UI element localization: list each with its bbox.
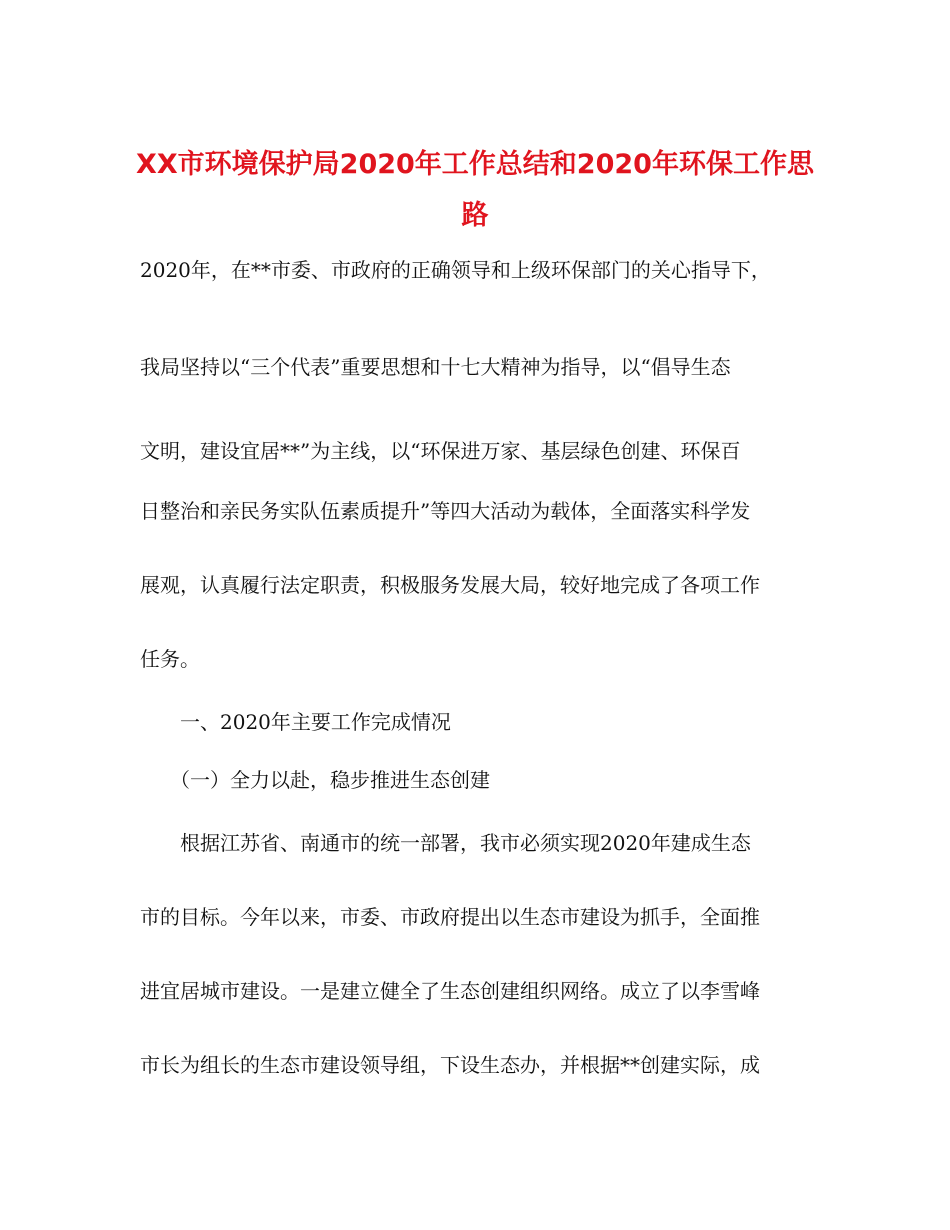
subsection-heading: （一）全力以赴，稳步推进生态创建: [170, 768, 490, 792]
intro-line-6: 任务。: [140, 647, 200, 671]
body-line-2: 市的目标。今年以来，市委、市政府提出以生态市建设为抓手，全面推: [140, 905, 760, 929]
body-line-1: 根据江苏省、南通市的统一部署，我市必须实现2020年建成生态: [180, 831, 751, 855]
document-title-line-1: XX市环境保护局2020年工作总结和2020年环保工作思: [136, 149, 814, 180]
intro-line-1: 2020年，在**市委、市政府的正确领导和上级环保部门的关心指导下，: [140, 258, 771, 282]
intro-line-5: 展观，认真履行法定职责，积极服务发展大局，较好地完成了各项工作: [140, 573, 760, 597]
intro-line-3: 文明，建设宜居**”为主线，以“环保进万家、基层绿色创建、环保百: [140, 439, 741, 463]
document-title-line-2: 路: [461, 200, 489, 231]
intro-line-4: 日整治和亲民务实队伍素质提升”等四大活动为载体，全面落实科学发: [140, 499, 751, 523]
section-heading: 一、2020年主要工作完成情况: [180, 710, 451, 734]
body-line-4: 市长为组长的生态市建设领导组，下设生态办，并根据**创建实际，成: [140, 1053, 760, 1077]
body-line-3: 进宜居城市建设。一是建立健全了生态创建组织网络。成立了以李雪峰: [140, 979, 760, 1003]
intro-line-2: 我局坚持以“三个代表”重要思想和十七大精神为指导，以“倡导生态: [140, 355, 731, 379]
